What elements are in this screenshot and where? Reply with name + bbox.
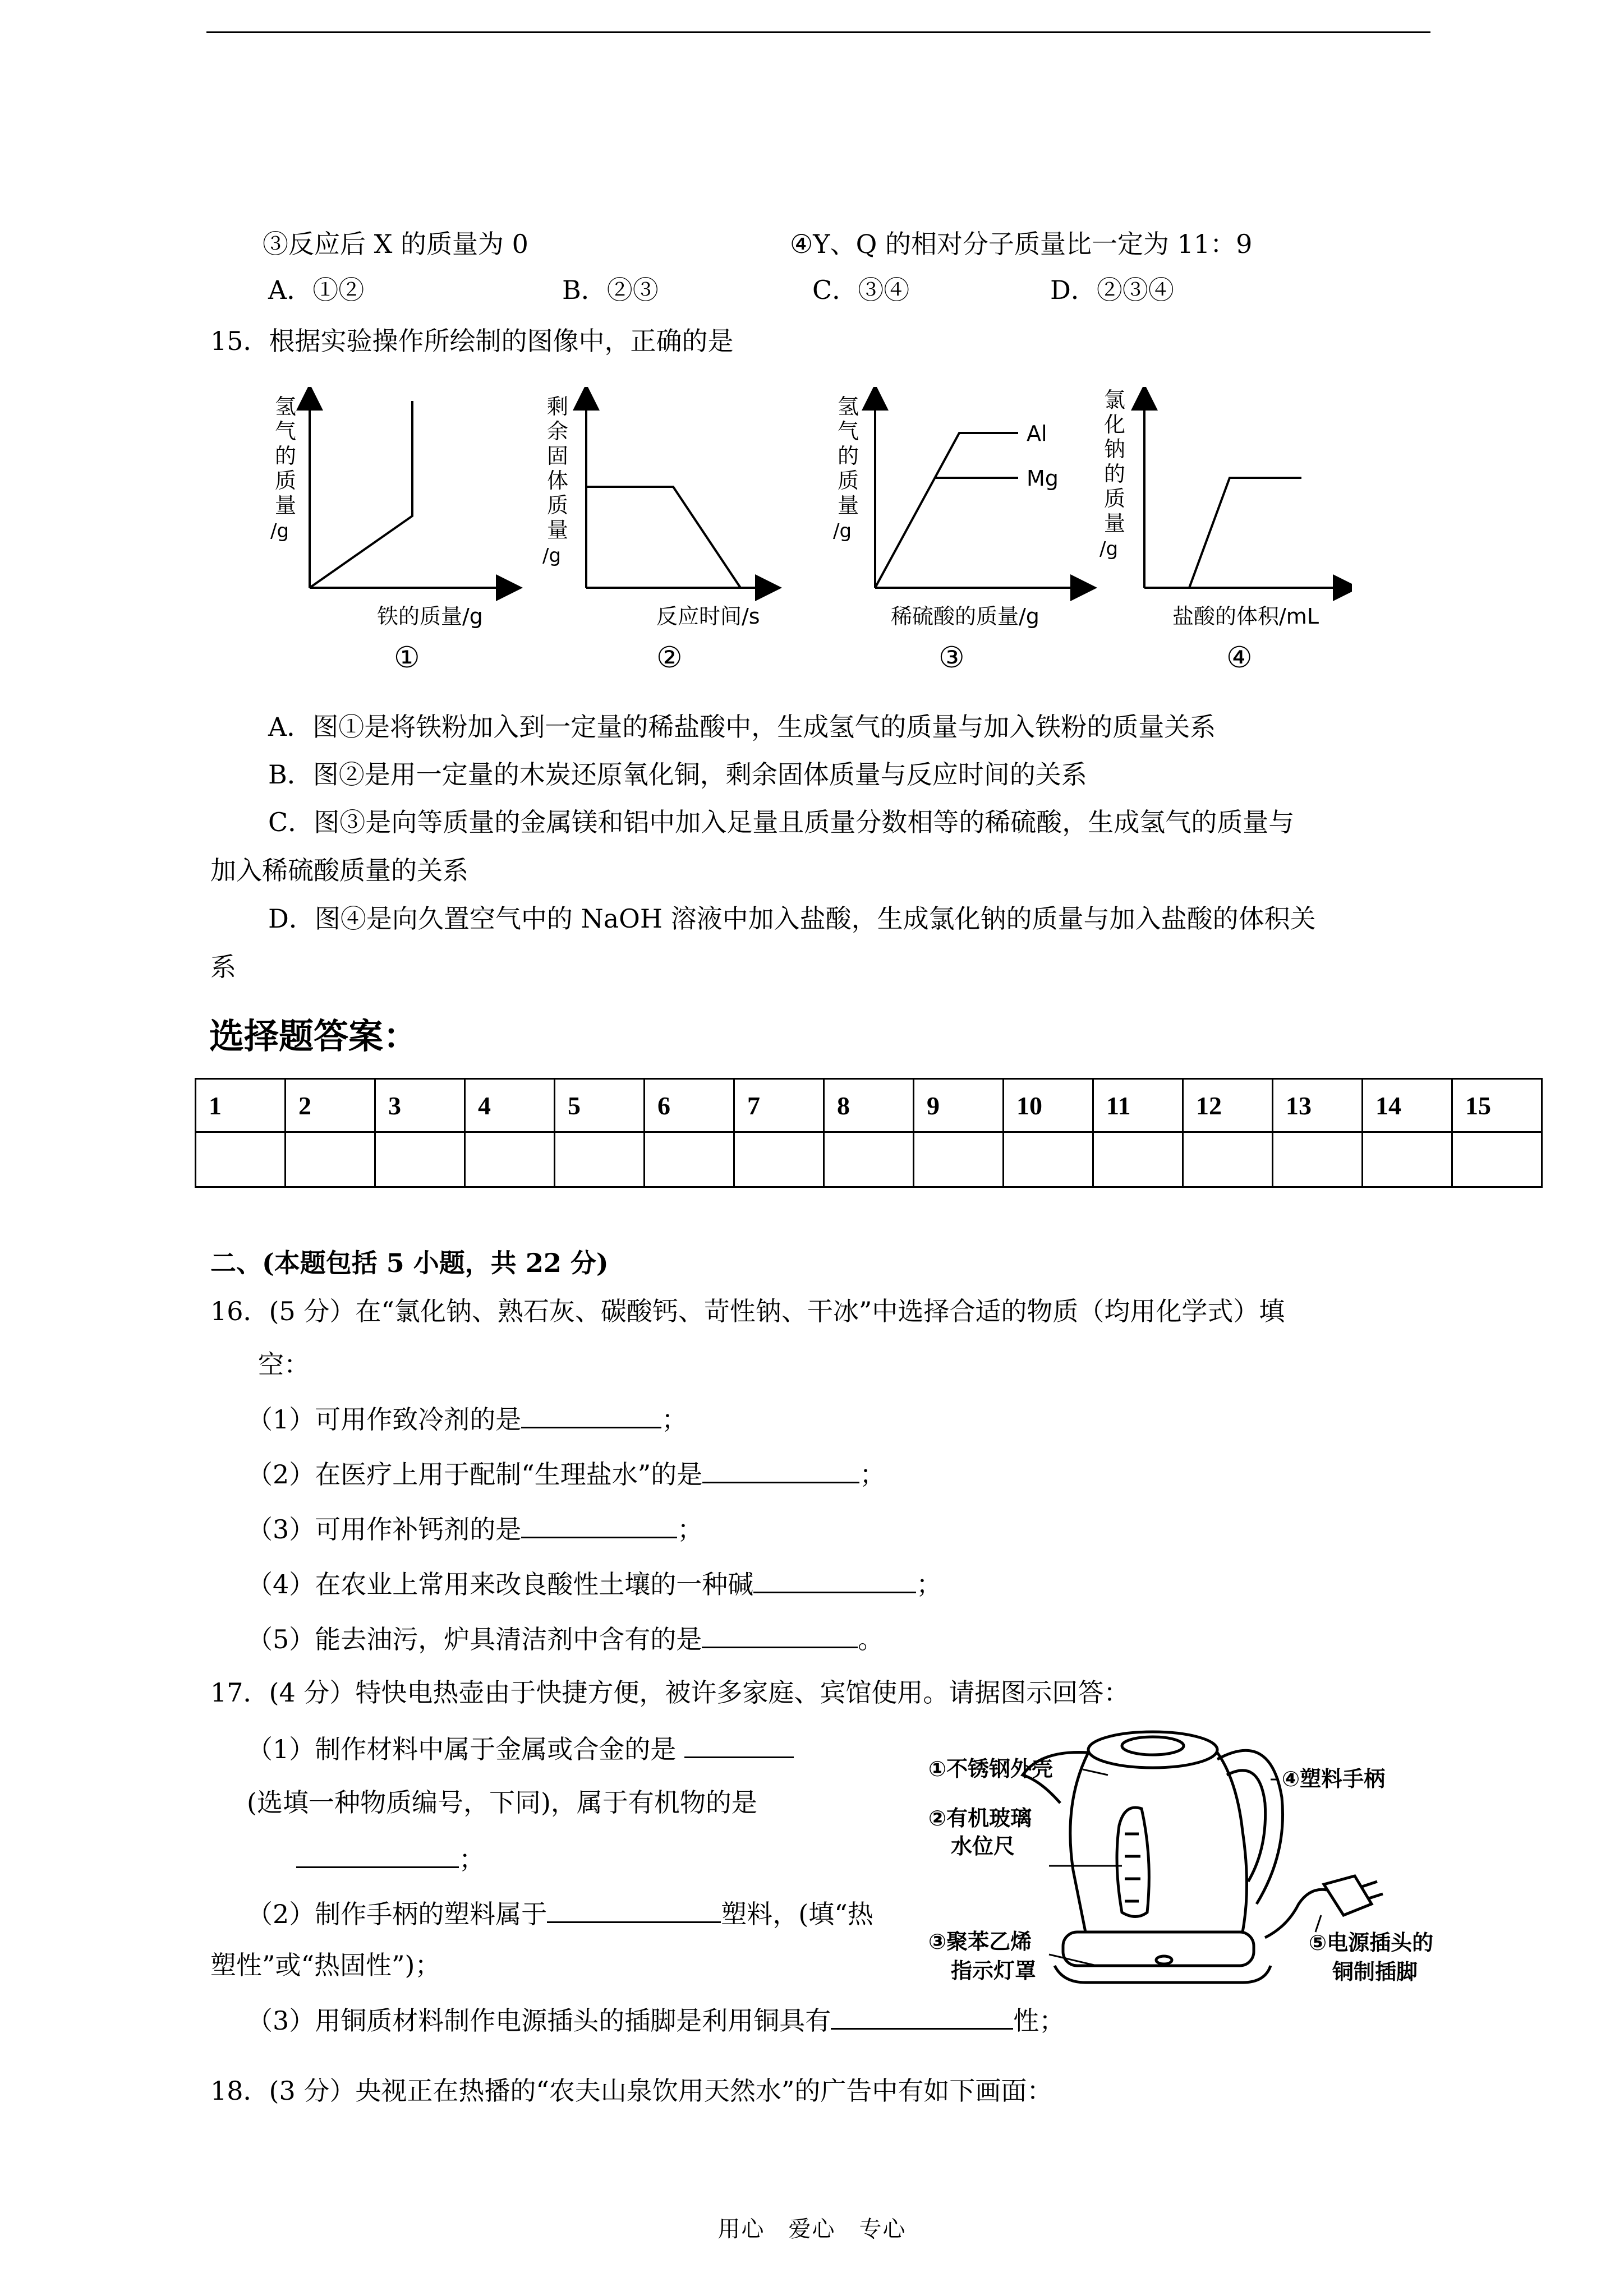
answer-number: 10 [1004,1079,1093,1132]
q16-item-2 [247,1456,885,1491]
q16-item-4 [247,1566,942,1601]
q16-stem-2: 空： [258,1349,310,1380]
graph-3-xlabel: 稀硫酸的质量/g [891,604,1039,629]
graph-2-number: ② [656,641,683,675]
answer-cell[interactable] [645,1132,734,1187]
kettle-label-2b: 水位尺 [951,1834,1015,1859]
graph-3-ylabel-5: /g [833,520,852,542]
answer-number: 12 [1183,1079,1273,1132]
graph-2-ylabel-3: 体 [547,468,569,493]
answer-cell[interactable] [1183,1132,1273,1187]
q16-item-4-text: （4）在农业上常用来改良酸性土壤的一种碱 [247,1569,754,1599]
q17-sub1-c-end: ； [459,1844,485,1874]
q16-item-5-end: 。 [858,1624,884,1654]
kettle-leaders [1049,1769,1321,1966]
kettle-label-2a: ②有机玻璃 [928,1806,1032,1831]
q15-option-a: A．图①是将铁粉加入到一定量的稀盐酸中，生成氢气的质量与加入铁粉的质量关系 [268,712,1216,742]
graph-4-ylabel-2: 钠 [1104,437,1126,462]
q16-item-2-end: ； [859,1459,886,1490]
kettle-label-5b: 铜制插脚 [1332,1960,1418,1984]
answer-number: 15 [1452,1079,1542,1132]
answer-number: 2 [286,1079,375,1132]
graph-3-ylabel-3: 质 [838,468,859,493]
q18-stem: 18．(3 分）央视正在热播的“农夫山泉饮用天然水”的广告中有如下画面： [210,2076,1053,2106]
answer-number: 8 [824,1079,914,1132]
answer-number: 1 [196,1079,286,1132]
graph-1-ylabel-1: 气 [275,419,297,444]
q14-choice-a: A．①② [268,275,365,305]
q17-sub2-a-text: （2）制作手柄的塑料属于 [247,1899,548,1929]
q16-item-5-blank[interactable] [702,1621,858,1648]
answer-number: 14 [1363,1079,1452,1132]
graph-1 [270,394,509,675]
answer-number: 11 [1093,1079,1183,1132]
q17-sub1-a-text: （1）制作材料中属于金属或合金的是 [247,1734,677,1764]
graph-4-ylabel-1: 化 [1104,412,1126,437]
graph-4-ylabel-0: 氯 [1104,388,1126,412]
q15-option-c: C．图③是向等质量的金属镁和铝中加入足量且质量分数相等的稀硫酸，生成氢气的质量与 [268,807,1295,837]
answer-cell[interactable] [734,1132,824,1187]
kettle-label-3a: ③聚苯乙烯 [928,1929,1032,1954]
graph-4-xlabel: 盐酸的体积/mL [1172,604,1319,629]
graph-1-curve [310,401,412,588]
q16-item-3 [247,1511,703,1546]
graph-3-ylabel-2: 的 [838,444,859,468]
graph-2-ylabel-1: 余 [547,419,569,444]
graph-4-ylabel-6: /g [1099,538,1119,560]
kettle-labels [928,1756,1433,1984]
answer-cell[interactable] [555,1132,645,1187]
q14-choice-b: B．②③ [562,275,659,305]
page-footer: 用心 爱心 专心 [717,2216,907,2242]
answer-cell[interactable] [286,1132,375,1187]
graph-3-ylabel-1: 气 [838,419,859,444]
graph-2-ylabel-0: 剩 [547,394,569,419]
q17-sub1-c-blank[interactable] [296,1841,459,1868]
answer-table-answer-row [196,1132,1542,1187]
graph-1-ylabel-5: /g [270,520,289,542]
q14-choice-d: D．②③④ [1050,275,1174,305]
answer-number: 7 [734,1079,824,1132]
q16-stem-1: 16．(5 分）在“氯化钠、熟石灰、碳酸钙、苛性钠、干冰”中选择合适的物质（均用化学式）填 [210,1296,1285,1326]
q17-sub3-text: （3）用铜质材料制作电源插头的插脚是利用铜具有 [247,2005,831,2036]
answer-number: 3 [375,1079,465,1132]
q17-sub1-b: (选填一种物质编号，下同)，属于有机物的是 [247,1787,757,1818]
graph-3-series-al: Al [1027,421,1047,446]
answer-cell[interactable] [914,1132,1004,1187]
q16-item-1 [247,1401,687,1436]
q17-sub1-c [296,1841,485,1876]
graph-4-ylabel-4: 质 [1104,486,1126,511]
q16-item-3-end: ； [677,1514,703,1545]
graph-3-curve-al [875,433,1018,588]
q17-sub1-a-blank[interactable] [684,1731,794,1758]
q17-stem: 17．(4 分）特快电热壶由于快捷方便，被许多家庭、宾馆使用。请据图示回答： [210,1677,1130,1708]
graph-1-ylabel-4: 量 [275,493,297,518]
q16-item-2-blank[interactable] [702,1456,859,1483]
answer-number: 6 [645,1079,734,1132]
answer-number: 9 [914,1079,1004,1132]
q15-option-d-cont: 系 [210,952,236,982]
q16-item-2-text: （2）在医疗上用于配制“生理盐水”的是 [247,1459,703,1490]
q14-option-3: ③反应后 X 的质量为 0 [263,229,528,259]
answer-cell[interactable] [465,1132,555,1187]
answer-number: 5 [555,1079,645,1132]
kettle-label-3b: 指示灯罩 [951,1958,1037,1983]
q17-sub1-a [247,1731,794,1766]
graph-4-ylabel-5: 量 [1104,511,1126,536]
q16-item-3-blank[interactable] [521,1511,677,1538]
graph-3-number: ③ [938,641,965,675]
answer-table-header-row [196,1079,1542,1132]
answer-table [195,1078,1543,1188]
q17-sub2-b: 塑性”或“热固性”)； [210,1950,441,1980]
answer-cell[interactable] [1273,1132,1363,1187]
q16-item-5-text: （5）能去油污，炉具清洁剂中含有的是 [247,1624,702,1654]
answer-cell[interactable] [824,1132,914,1187]
q15-option-b: B．图②是用一定量的木炭还原氧化铜，剩余固体质量与反应时间的关系 [268,759,1087,790]
graph-1-ylabel-0: 氢 [275,394,297,419]
q15-graphs [241,387,1352,679]
graph-1-ylabel-3: 质 [275,468,297,493]
graph-3-series-mg: Mg [1027,466,1059,491]
part2-heading: 二、(本题包括 5 小题，共 22 分) [210,1248,609,1278]
graph-3-ylabel-4: 量 [838,493,859,518]
answer-cell[interactable] [196,1132,286,1187]
q16-item-4-blank[interactable] [753,1566,916,1593]
graph-2-ylabel-4: 质 [547,493,569,518]
graph-3 [833,394,1084,675]
q15-option-c-cont: 加入稀硫酸质量的关系 [210,855,468,886]
graph-1-ylabel-2: 的 [275,444,297,468]
q16-item-1-text: （1）可用作致冷剂的是 [247,1404,522,1435]
q14-choice-c: C．③④ [812,275,910,305]
answer-cell[interactable] [1093,1132,1183,1187]
header-rule [206,31,1430,33]
graph-2 [542,394,769,675]
q17-sub3-end: 性； [1013,2005,1065,2036]
graph-4-ylabel-3: 的 [1104,462,1126,486]
q16-item-5 [247,1621,884,1656]
kettle-label-5a: ⑤电源插头的 [1309,1930,1434,1955]
q16-item-3-text: （3）可用作补钙剂的是 [247,1514,522,1545]
graph-1-number: ① [394,641,420,675]
q15-option-d: D．图④是向久置空气中的 NaOH 溶液中加入盐酸，生成氯化钠的质量与加入盐酸的体积关 [268,903,1316,934]
graph-4 [1099,388,1346,675]
graph-3-ylabel-0: 氢 [838,394,859,419]
q17-sub2-blank[interactable] [547,1896,721,1923]
kettle-label-4: ④塑料手柄 [1282,1767,1386,1791]
graph-1-xlabel: 铁的质量/g [377,604,483,629]
answer-section-title: 选择题答案： [209,1016,418,1057]
q16-item-1-end: ； [661,1404,688,1435]
graph-2-xlabel: 反应时间/s [656,604,760,629]
answer-cell[interactable] [1363,1132,1452,1187]
answer-number: 13 [1273,1079,1363,1132]
q15-stem: 15．根据实验操作所绘制的图像中，正确的是 [210,326,734,356]
graph-2-ylabel-5: 量 [547,518,569,542]
graph-4-number: ④ [1226,641,1253,675]
answer-cell[interactable] [1452,1132,1542,1187]
q17-sub2-a-mid: 塑料，(填“热 [721,1899,873,1929]
q16-item-4-end: ； [916,1569,942,1599]
graph-2-ylabel-2: 固 [547,444,569,468]
graph-2-ylabel-6: /g [542,545,562,567]
kettle-diagram [928,1719,1495,2016]
q17-sub2-a [247,1896,873,1931]
q16-item-1-blank[interactable] [521,1401,661,1428]
graph-2-curve [586,487,740,588]
answer-cell[interactable] [1004,1132,1093,1187]
graph-4-curve [1189,478,1301,588]
kettle-label-1: ①不锈钢外壳 [928,1756,1053,1781]
q14-option-4: ④Y、Q 的相对分子质量比一定为 11：9 [790,229,1253,259]
answer-cell[interactable] [375,1132,465,1187]
answer-number: 4 [465,1079,555,1132]
